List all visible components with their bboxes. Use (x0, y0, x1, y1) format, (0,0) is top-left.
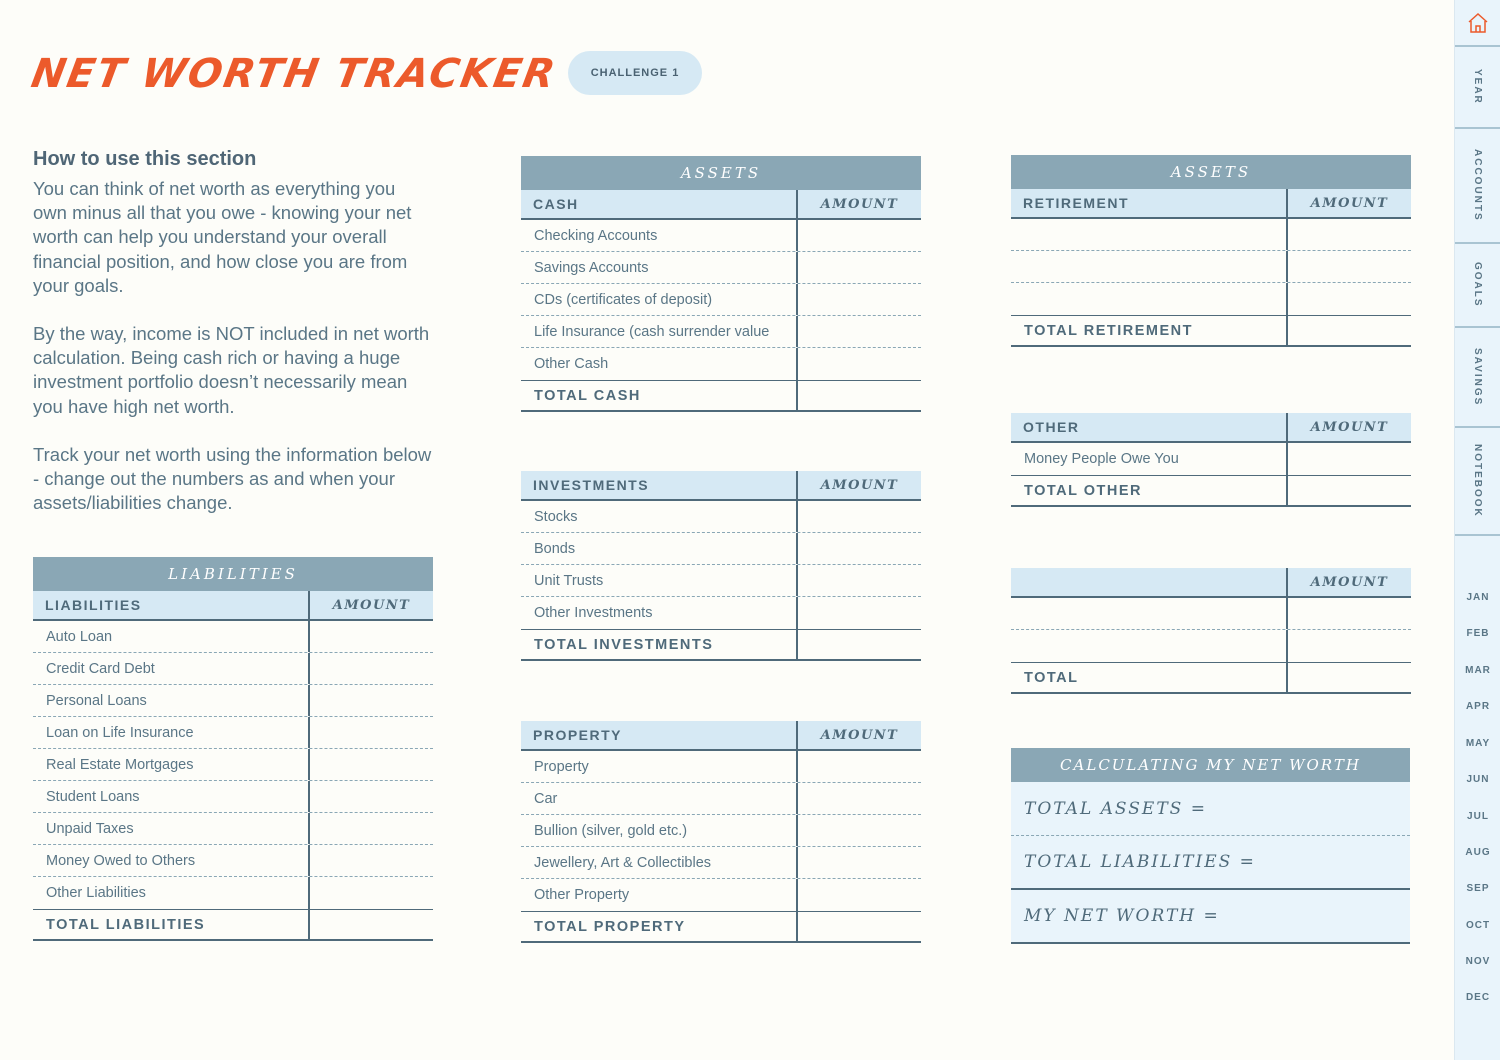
table-row (33, 653, 433, 685)
amount-cell[interactable] (798, 597, 921, 629)
amount-cell[interactable] (310, 781, 433, 812)
amount-cell[interactable] (798, 783, 921, 814)
row-label: Life Insurance (cash surrender value (521, 316, 798, 347)
month-aug[interactable]: AUG (1465, 847, 1491, 858)
row-label: Real Estate Mortgages (33, 749, 310, 780)
row-label: Unpaid Taxes (33, 813, 310, 844)
cash-total-amount-cell[interactable] (798, 381, 921, 410)
tab-year[interactable] (1455, 47, 1500, 129)
row-label: Jewellery, Art & Collectibles (521, 847, 798, 878)
amount-cell[interactable] (310, 877, 433, 909)
month-oct[interactable]: OCT (1465, 920, 1491, 931)
table-row (521, 783, 921, 815)
table-row (521, 348, 921, 380)
amount-cell[interactable] (1288, 630, 1411, 662)
cash-table (521, 156, 921, 412)
other-header (1011, 413, 1411, 443)
tab-accounts[interactable] (1455, 129, 1500, 244)
amount-cell[interactable] (798, 751, 921, 782)
investments-rows (521, 501, 921, 629)
amount-cell[interactable] (1288, 251, 1411, 282)
retirement-header (1011, 189, 1411, 219)
amount-cell[interactable] (798, 565, 921, 596)
liabilities-total-row (33, 909, 433, 941)
retirement-total-amount-cell[interactable] (1288, 316, 1411, 345)
intro-paragraph-1: You can think of net worth as everything you own minus all that you owe - knowing your net worth can help you understand your overall financial position, and how close you are from your goals. (33, 178, 412, 296)
amount-cell[interactable] (798, 847, 921, 878)
month-nov[interactable]: NOV (1465, 956, 1491, 967)
retirement-table (1011, 155, 1411, 347)
intro-paragraph-3: Track your net worth using the information below - change out the numbers as and when your assets/liabilities change. (33, 443, 432, 514)
amount-cell[interactable] (798, 348, 921, 380)
liabilities-header (33, 591, 433, 621)
amount-cell[interactable] (798, 316, 921, 347)
amount-cell[interactable] (1288, 443, 1411, 475)
side-nav (1454, 0, 1500, 1060)
table-row (521, 284, 921, 316)
amount-cell[interactable] (798, 879, 921, 911)
table-row (1011, 283, 1411, 315)
intro-section (33, 148, 433, 539)
cash-header (521, 190, 921, 220)
custom-header-label[interactable] (1011, 568, 1288, 596)
table-row (521, 751, 921, 783)
other-total-label: TOTAL OTHER (1011, 476, 1288, 505)
amount-cell[interactable] (798, 284, 921, 315)
cash-total-row (521, 380, 921, 412)
amount-cell[interactable] (798, 815, 921, 846)
amount-cell[interactable] (798, 501, 921, 532)
custom-total-amount-cell[interactable] (1288, 663, 1411, 692)
row-label: Other Liabilities (33, 877, 310, 909)
month-jan[interactable]: JAN (1466, 592, 1490, 603)
row-label: Personal Loans (33, 685, 310, 716)
amount-cell[interactable] (310, 717, 433, 748)
month-jul[interactable]: JUL (1467, 811, 1489, 822)
table-row (33, 877, 433, 909)
custom-total-label: TOTAL (1011, 663, 1288, 692)
liabilities-total-label: TOTAL LIABILITIES (33, 910, 310, 939)
table-row (33, 621, 433, 653)
table-row (521, 501, 921, 533)
table-row (33, 813, 433, 845)
row-label (1011, 251, 1288, 282)
other-total-amount-cell[interactable] (1288, 476, 1411, 505)
row-label: Other Property (521, 879, 798, 911)
amount-header: AMOUNT (1310, 419, 1389, 435)
my-net-worth-line[interactable]: MY NET WORTH = (1011, 890, 1410, 944)
property-total-row (521, 911, 921, 943)
custom-table (1011, 568, 1411, 694)
tab-notebook-label: NOTEBOOK (1472, 444, 1483, 518)
retirement-total-label: TOTAL RETIREMENT (1011, 316, 1288, 345)
other-table (1011, 413, 1411, 507)
liabilities-header-label: LIABILITIES (33, 591, 310, 619)
liabilities-banner: LIABILITIES (33, 557, 433, 591)
tab-savings[interactable] (1455, 328, 1500, 428)
investments-header-label: INVESTMENTS (521, 471, 798, 499)
table-row (1011, 219, 1411, 251)
row-label: Stocks (521, 501, 798, 532)
tab-goals[interactable] (1455, 244, 1500, 328)
property-rows (521, 751, 921, 911)
amount-cell[interactable] (310, 653, 433, 684)
challenge-badge[interactable]: CHALLENGE 1 (568, 51, 702, 95)
custom-rows (1011, 598, 1411, 662)
table-row (521, 252, 921, 284)
table-row (1011, 443, 1411, 475)
investments-total-amount-cell[interactable] (798, 630, 921, 659)
table-row (521, 847, 921, 879)
row-label: Bonds (521, 533, 798, 564)
investments-total-row (521, 629, 921, 661)
row-label: Auto Loan (33, 621, 310, 652)
tab-savings-label: SAVINGS (1472, 347, 1483, 407)
amount-cell[interactable] (310, 621, 433, 652)
amount-header: AMOUNT (1310, 195, 1389, 211)
property-total-amount-cell[interactable] (798, 912, 921, 941)
table-row (33, 749, 433, 781)
row-label: Money Owed to Others (33, 845, 310, 876)
custom-header (1011, 568, 1411, 598)
tab-accounts-label: ACCOUNTS (1472, 149, 1483, 222)
row-label: Bullion (silver, gold etc.) (521, 815, 798, 846)
row-label (1011, 630, 1288, 662)
cash-header-label: CASH (521, 190, 798, 218)
amount-header: AMOUNT (820, 477, 899, 493)
month-jun[interactable]: JUN (1466, 774, 1490, 785)
row-label: Other Investments (521, 597, 798, 629)
intro-paragraph-2: By the way, income is NOT included in net worth calculation. Being cash rich or having a huge investment portfolio doesn’t necessarily mean you have high net worth. (33, 323, 430, 417)
row-label: Unit Trusts (521, 565, 798, 596)
intro-heading: How to use this section (33, 148, 257, 170)
table-row (1011, 630, 1411, 662)
investments-total-label: TOTAL INVESTMENTS (521, 630, 798, 659)
table-row (521, 597, 921, 629)
month-feb[interactable]: FEB (1466, 628, 1490, 639)
property-header-label: PROPERTY (521, 721, 798, 749)
table-row (1011, 251, 1411, 283)
table-row (33, 845, 433, 877)
amount-cell[interactable] (1288, 598, 1411, 629)
row-label: Savings Accounts (521, 252, 798, 283)
amount-cell[interactable] (310, 845, 433, 876)
month-sep[interactable]: SEP (1466, 883, 1490, 894)
cash-total-label: TOTAL CASH (521, 381, 798, 410)
table-row (33, 717, 433, 749)
month-apr[interactable]: APR (1465, 701, 1491, 712)
table-row (521, 815, 921, 847)
row-label (1011, 598, 1288, 629)
month-mar[interactable]: MAR (1465, 665, 1491, 676)
other-total-row (1011, 475, 1411, 507)
amount-cell[interactable] (798, 252, 921, 283)
retirement-rows (1011, 219, 1411, 315)
assets-banner: ASSETS (521, 156, 921, 190)
row-label: Car (521, 783, 798, 814)
assets-banner-right: ASSETS (1011, 155, 1411, 189)
amount-cell[interactable] (798, 533, 921, 564)
total-assets-line[interactable]: TOTAL ASSETS = (1011, 782, 1410, 836)
amount-header: AMOUNT (1310, 574, 1389, 590)
row-label: CDs (certificates of deposit) (521, 284, 798, 315)
row-label (1011, 219, 1288, 250)
other-header-label: OTHER (1011, 413, 1288, 441)
total-liabilities-line[interactable]: TOTAL LIABILITIES = (1011, 836, 1410, 890)
row-label: Loan on Life Insurance (33, 717, 310, 748)
table-row (1011, 598, 1411, 630)
amount-cell[interactable] (310, 685, 433, 716)
liabilities-rows (33, 621, 433, 909)
cash-rows (521, 220, 921, 380)
property-table (521, 721, 921, 943)
net-worth-banner: CALCULATING MY NET WORTH (1011, 748, 1410, 782)
property-total-label: TOTAL PROPERTY (521, 912, 798, 941)
row-label: Checking Accounts (521, 220, 798, 251)
net-worth-box (1011, 748, 1410, 944)
table-row (33, 685, 433, 717)
table-row (521, 533, 921, 565)
row-label: Other Cash (521, 348, 798, 380)
row-label: Student Loans (33, 781, 310, 812)
row-label: Credit Card Debt (33, 653, 310, 684)
table-row (521, 879, 921, 911)
tab-notebook[interactable] (1455, 428, 1500, 536)
amount-header: AMOUNT (820, 196, 899, 212)
row-label: Property (521, 751, 798, 782)
page-title: NET WORTH TRACKER (27, 51, 561, 97)
amount-cell[interactable] (1288, 219, 1411, 250)
tab-year-label: YEAR (1472, 69, 1483, 105)
property-header (521, 721, 921, 751)
retirement-total-row (1011, 315, 1411, 347)
investments-table (521, 471, 921, 661)
retirement-header-label: RETIREMENT (1011, 189, 1288, 217)
table-row (521, 220, 921, 252)
table-row (521, 565, 921, 597)
month-may[interactable]: MAY (1465, 738, 1491, 749)
row-label: Money People Owe You (1011, 443, 1288, 475)
month-dec[interactable]: DEC (1465, 992, 1491, 1003)
liabilities-table (33, 557, 433, 941)
custom-total-row (1011, 662, 1411, 694)
investments-header (521, 471, 921, 501)
amount-header: AMOUNT (332, 597, 411, 613)
row-label (1011, 283, 1288, 315)
table-row (33, 781, 433, 813)
other-rows (1011, 443, 1411, 475)
home-button[interactable] (1455, 0, 1500, 47)
amount-cell[interactable] (798, 220, 921, 251)
amount-header: AMOUNT (820, 727, 899, 743)
amount-cell[interactable] (310, 749, 433, 780)
amount-cell[interactable] (1288, 283, 1411, 315)
table-row (521, 316, 921, 348)
home-icon (1466, 11, 1490, 35)
amount-cell[interactable] (310, 813, 433, 844)
tab-goals-label: GOALS (1472, 262, 1483, 308)
liabilities-total-amount-cell[interactable] (310, 910, 433, 939)
